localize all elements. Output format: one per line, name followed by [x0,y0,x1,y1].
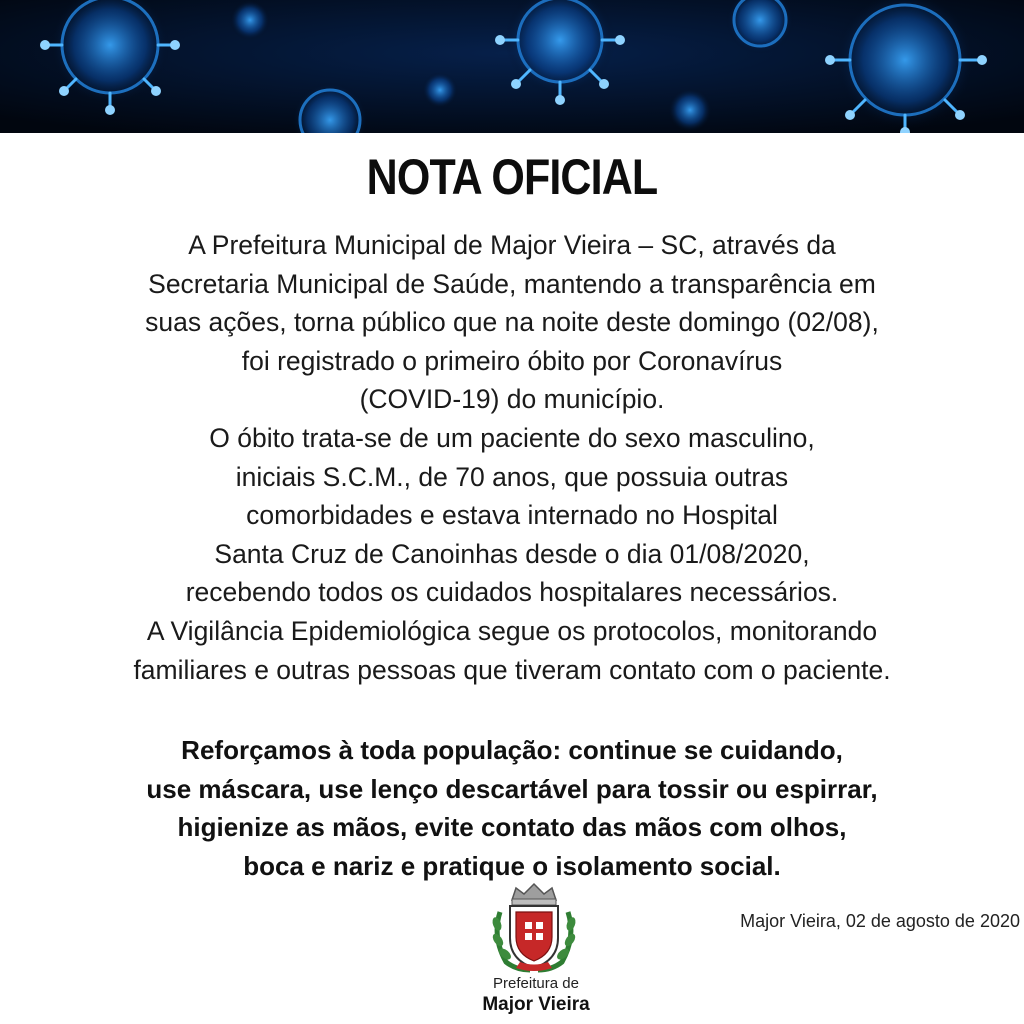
body-line: (COVID-19) do município. [359,384,665,415]
body-line: suas ações, torna público que na noite deste domingo (02/08), [145,307,879,338]
date-signature: Major Vieira, 02 de agosto de 2020 [740,911,1020,931]
body-line: iniciais S.C.M., de 70 anos, que possuia outras [235,461,789,492]
body-line: Santa Cruz de Canoinhas desde o dia 01/08/2020, [214,538,810,569]
body-line: foi registrado o primeiro óbito por Coronavírus [241,345,783,376]
coronavirus-banner [0,0,1024,133]
body-line: A Vigilância Epidemiológica segue os protocolos, monitorando [146,615,878,646]
emphasis-line: higienize as mãos, evite contato das mãos com olhos, [177,812,847,842]
coat-of-arms-icon [486,882,582,974]
body-line: Secretaria Municipal de Saúde, mantendo a transparência em [148,268,876,299]
logo-caption: Prefeitura de [493,975,579,992]
body-line: O óbito trata-se de um paciente do sexo masculino, [209,422,815,453]
emphasis-line: Reforçamos à toda população: continue se cuidando, [181,735,843,765]
page-title: NOTA OFICIAL [366,149,658,205]
emphasis-line: use máscara, use lenço descartável para tossir ou espirrar, [146,773,878,804]
emphasis-line: boca e nariz e pratique o isolamento social. [243,850,781,881]
announcement-body [0,226,1024,689]
body-line: familiares e outras pessoas que tiveram contato com o paciente. [133,654,891,685]
logo-city-name: Major Vieira [482,994,590,1015]
body-line: recebendo todos os cuidados hospitalares necessários. [185,577,839,608]
virus-illustration [0,0,1024,133]
body-line: comorbidades e estava internado no Hospital [246,500,778,531]
body-line: A Prefeitura Municipal de Major Vieira – SC, através da [188,230,836,260]
prevention-message [0,731,1024,885]
